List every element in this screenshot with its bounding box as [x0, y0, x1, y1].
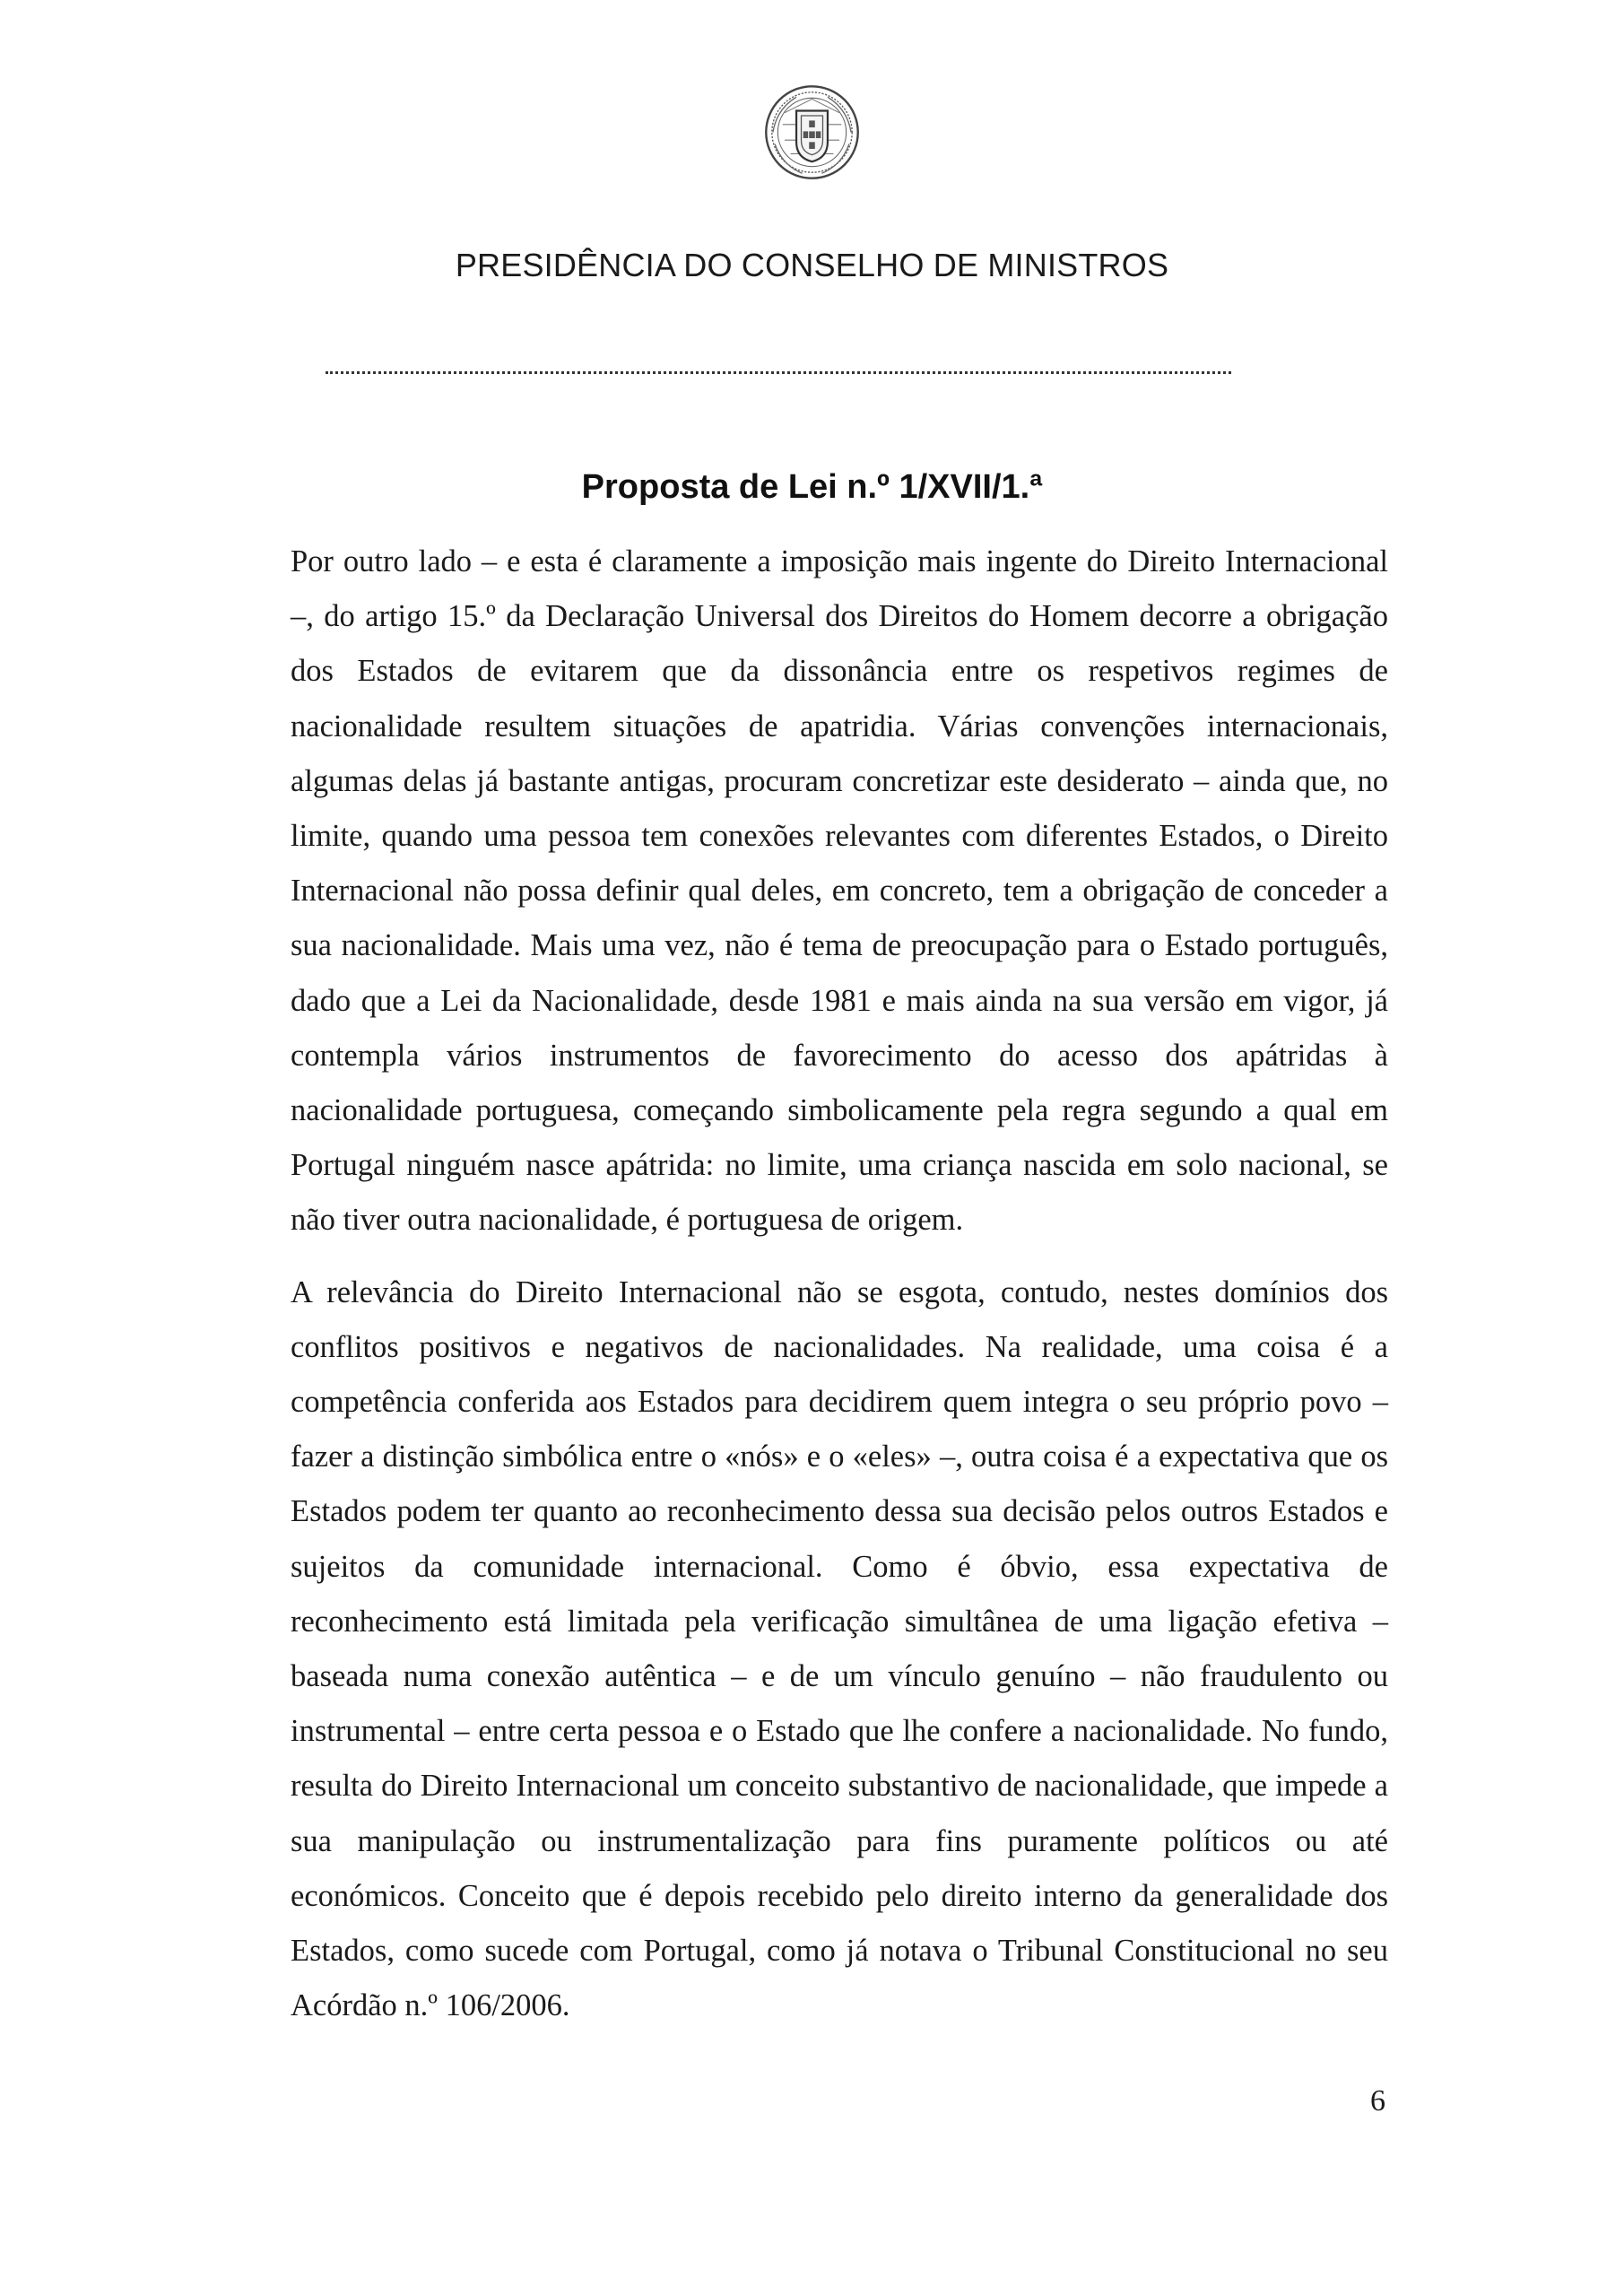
page-number: 6: [1370, 2084, 1385, 2118]
paragraph-2: A relevância do Direito Internacional não se esgota, contudo, nestes domínios dos conflitos positivos e negativos de nacionalidades. Na realidade, uma coisa é a competência conferida aos Estados para decidirem quem integra o seu próprio povo – fazer a distinção simbólica entre o «nós» e o «eles» –, outra coisa é a expectativa que os Estados podem ter quanto ao reconhecimento dessa sua decisão pelos outros Estados e sujeitos da comunidade internacional. Como é óbvio, essa expectativa de reconhecimento está limitada pela verificação simultânea de uma ligação efetiva – baseada numa conexão autêntica – e de um vínculo genuíno – não fraudulento ou instrumental – entre certa pessoa e o Estado que lhe confere a nacionalidade. No fundo, resulta do Direito Internacional um conceito substantivo de nacionalidade, que impede a sua manipulação ou instrumentalização para fins puramente políticos ou até económicos. Conceito que é depois recebido pelo direito interno da generalidade dos Estados, como sucede com Portugal, como já notava o Tribunal Constitucional no seu Acórdão n.º 106/2006.: [291, 1274, 1388, 2023]
header-divider: [326, 371, 1231, 374]
document-body: [291, 535, 1388, 2033]
ministry-header: PRESIDÊNCIA DO CONSELHO DE MINISTROS: [455, 247, 1169, 283]
paragraph-1: Por outro lado – e esta é claramente a imposição mais ingente do Direito Internacional –, do artigo 15.º da Declaração Universal dos Direitos do Homem decorre a obrigação dos Estados de evitarem que da dissonância entre os respetivos regimes de nacionalidade resultem situações de apatridia. Várias convenções internacionais, algumas delas já bastante antigas, procuram concretizar este desiderato – ainda que, no limite, quando uma pessoa tem conexões relevantes com diferentes Estados, o Direito Internacional não possa definir qual deles, em concreto, tem a obrigação de conceder a sua nacionalidade. Mais uma vez, não é tema de preocupação para o Estado português, dado que a Lei da Nacionalidade, desde 1981 e mais ainda na sua versão em vigor, já contempla vários instrumentos de favorecimento do acesso dos apátridas à nacionalidade portuguesa, começando simbolicamente pela regra segundo a qual em Portugal ninguém nasce apátrida: no limite, uma criança nascida em solo nacional, se não tiver outra nacionalidade, é portuguesa de origem.: [291, 544, 1388, 1238]
document-title: Proposta de Lei n.º 1/XVII/1.ª: [581, 468, 1043, 506]
portuguese-coat-of-arms-icon: [763, 83, 861, 181]
